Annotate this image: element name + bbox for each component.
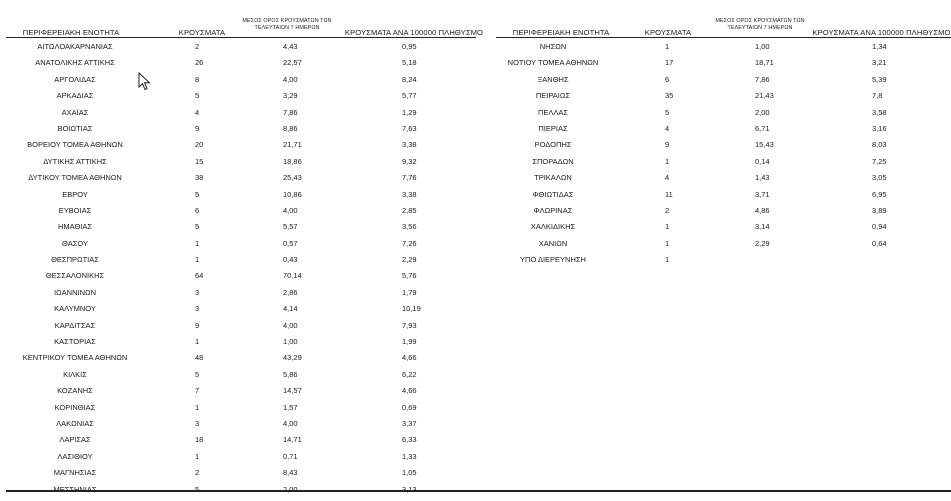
cases-cell: 2 [665, 205, 670, 215]
region-cell: ΗΜΑΘΙΑΣ [57, 222, 93, 232]
region-cell: ΠΕΙΡΑΙΩΣ [535, 91, 571, 101]
per100k-cell: 8,24 [402, 74, 417, 84]
region-cell: ΧΑΝΙΩΝ [538, 238, 568, 248]
avg-cell: 21,43 [755, 91, 774, 101]
avg-cell: 18,71 [755, 58, 774, 68]
per100k-cell: 7,76 [402, 173, 417, 183]
cases-cell: 1 [665, 42, 670, 51]
per100k-cell: 8,03 [872, 140, 887, 150]
per100k-cell: 0,69 [402, 402, 417, 412]
left-avg-column [283, 42, 323, 501]
header-avg-line2: ΤΕΛΕΥΤΑΙΩΝ 7 ΗΜΕΡΩΝ [727, 25, 793, 31]
region-cell: ΠΙΕΡΙΑΣ [538, 123, 568, 133]
region-cell: ΕΒΡΟΥ [62, 189, 88, 199]
per100k-cell: 3,37 [402, 418, 417, 428]
left-per100k-column [402, 42, 442, 501]
cases-cell: 1 [665, 238, 670, 248]
region-cell: ΞΑΝΘΗΣ [537, 74, 569, 84]
region-cell: ΚΟΖΑΝΗΣ [57, 386, 93, 396]
region-cell: ΝΗΣΩΝ [539, 42, 567, 51]
cases-cell: 9 [195, 320, 200, 330]
header-per100k-right: ΚΡΟΥΣΜΑΤΑ ΑΝΑ 100000 ΠΛΗΘΥΣΜΟ [812, 28, 951, 37]
per100k-cell: 1,33 [402, 451, 417, 461]
cases-cell: 8 [195, 74, 200, 84]
header-region-right: ΠΕΡΙΦΕΡΕΙΑΚΗ ΕΝΟΤΗΤΑ [512, 28, 610, 37]
region-cell: ΕΥΒΟΙΑΣ [58, 205, 92, 215]
per100k-cell: 2,85 [402, 205, 417, 215]
per100k-cell: 7,63 [402, 123, 417, 133]
cases-cell: 64 [195, 271, 204, 281]
region-cell: ΔΥΤΙΚΗΣ ΑΤΤΙΚΗΣ [43, 156, 107, 166]
avg-cell: 14,57 [283, 386, 302, 396]
cases-cell: 6 [665, 74, 670, 84]
region-cell: ΧΑΛΚΙΔΙΚΗΣ [530, 222, 576, 232]
per100k-cell: 4,66 [402, 353, 417, 363]
region-cell: ΑΡΚΑΔΙΑΣ [56, 91, 94, 101]
region-cell: ΚΑΡΔΙΤΣΑΣ [54, 320, 96, 330]
per100k-cell: 5,76 [402, 271, 417, 281]
cases-cell: 18 [195, 435, 204, 445]
header-rule-left [6, 37, 476, 38]
avg-cell: 2,86 [283, 287, 298, 297]
avg-cell: 3,71 [755, 189, 770, 199]
cases-cell: 1 [665, 255, 670, 265]
bottom-rule [6, 490, 951, 492]
header-per100k-left: ΚΡΟΥΣΜΑΤΑ ΑΝΑ 100000 ΠΛΗΘΥΣΜΟ [344, 28, 484, 37]
avg-cell: 70,14 [283, 271, 302, 281]
avg-cell: 1,00 [283, 337, 298, 347]
region-cell: ΚΕΝΤΡΙΚΟΥ ΤΟΜΕΑ ΑΘΗΝΩΝ [22, 353, 128, 363]
avg-cell: 7,86 [283, 107, 298, 117]
per100k-cell: 3,56 [402, 222, 417, 232]
cases-cell: 5 [195, 91, 200, 101]
header-avg-line1: ΜΕΣΟΣ ΟΡΟΣ ΚΡΟΥΣΜΑΤΩΝ ΤΩΝ [242, 18, 332, 24]
left-cases-column [195, 42, 225, 501]
cases-cell: 1 [195, 337, 200, 347]
avg-cell: 0,14 [755, 156, 770, 166]
header-rule-right [496, 37, 951, 38]
region-cell: ΚΑΛΥΜΝΟΥ [54, 304, 96, 314]
region-cell: ΦΛΩΡΙΝΑΣ [533, 205, 573, 215]
region-cell: ΚΙΛΚΙΣ [63, 369, 87, 379]
per100k-cell: 6,33 [402, 435, 417, 445]
cases-cell: 35 [665, 91, 674, 101]
per100k-cell: 3,38 [402, 140, 417, 150]
region-cell: ΡΟΔΟΠΗΣ [534, 140, 572, 150]
per100k-cell: 9,32 [402, 156, 417, 166]
per100k-cell: 6,22 [402, 369, 417, 379]
cases-cell: 1 [195, 451, 200, 461]
header-avg-right [704, 18, 816, 32]
cases-cell: 48 [195, 353, 204, 363]
avg-cell: 8,43 [283, 468, 298, 478]
avg-cell: 2,00 [755, 107, 770, 117]
header-cases-right: ΚΡΟΥΣΜΑΤΑ [644, 28, 692, 37]
region-cell: ΘΕΣΠΡΩΤΙΑΣ [51, 255, 99, 265]
per100k-cell: 3,21 [872, 58, 887, 68]
avg-cell: 0,57 [283, 238, 298, 248]
avg-cell [755, 255, 795, 271]
cases-cell: 5 [195, 189, 200, 199]
right-per100k-column [872, 42, 912, 271]
per100k-cell [872, 255, 912, 271]
avg-cell: 8,86 [283, 123, 298, 133]
per100k-cell [402, 485, 442, 501]
avg-cell: 4,00 [283, 320, 298, 330]
per100k-cell: 3,38 [402, 189, 417, 199]
cases-cell: 4 [665, 173, 670, 183]
cases-cell: 7 [195, 386, 200, 396]
per100k-cell: 7,26 [402, 238, 417, 248]
cases-cell: 9 [665, 140, 670, 150]
cases-cell: 9 [195, 123, 200, 133]
cases-cell: 3 [195, 418, 200, 428]
per100k-cell: 3,58 [872, 107, 887, 117]
avg-cell: 10,86 [283, 189, 302, 199]
avg-cell: 21,71 [283, 140, 302, 150]
avg-cell: 0,71 [283, 451, 298, 461]
per100k-cell: 3,05 [872, 173, 887, 183]
cases-cell: 2 [195, 42, 200, 51]
avg-cell: 2,29 [755, 238, 770, 248]
per100k-cell: 5,39 [872, 74, 887, 84]
per100k-cell: 7,93 [402, 320, 417, 330]
avg-cell: 5,57 [283, 222, 298, 232]
cases-cell: 1 [665, 156, 670, 166]
cases-cell: 1 [665, 222, 670, 232]
avg-cell: 4,14 [283, 304, 298, 314]
region-cell: ΘΕΣΣΑΛΟΝΙΚΗΣ [45, 271, 105, 281]
avg-cell: 25,43 [283, 173, 302, 183]
cases-cell: 15 [195, 156, 204, 166]
per100k-cell: 7,8 [872, 91, 883, 101]
cases-cell [195, 485, 225, 501]
region-cell: ΦΘΙΩΤΙΔΑΣ [532, 189, 574, 199]
per100k-cell: 5,18 [402, 58, 417, 68]
mouse-pointer-icon [138, 72, 152, 92]
cases-cell: 1 [195, 238, 200, 248]
cases-cell: 38 [195, 173, 204, 183]
right-region-column [498, 42, 608, 271]
region-cell: ΔΥΤΙΚΟΥ ΤΟΜΕΑ ΑΘΗΝΩΝ [28, 173, 122, 183]
per100k-cell: 0,64 [872, 238, 887, 248]
avg-cell: 18,86 [283, 156, 302, 166]
cases-cell: 5 [195, 369, 200, 379]
cases-cell: 26 [195, 58, 204, 68]
avg-cell: 7,86 [755, 74, 770, 84]
avg-cell: 43,29 [283, 353, 302, 363]
per100k-cell: 2,29 [402, 255, 417, 265]
avg-cell: 3,29 [283, 91, 298, 101]
per100k-cell: 7,25 [872, 156, 887, 166]
cases-cell: 3 [195, 304, 200, 314]
region-cell: ΑΧΑΪΑΣ [61, 107, 89, 117]
avg-cell: 6,71 [755, 123, 770, 133]
avg-cell: 1,57 [283, 402, 298, 412]
per100k-cell: 6,95 [872, 189, 887, 199]
avg-cell: 3,14 [755, 222, 770, 232]
region-cell: ΚΑΣΤΟΡΙΑΣ [54, 337, 96, 347]
region-cell [20, 485, 130, 501]
per100k-cell: 0,95 [402, 42, 417, 51]
avg-cell: 4,00 [283, 74, 298, 84]
region-cell: ΚΟΡΙΝΘΙΑΣ [54, 402, 96, 412]
avg-cell: 4,43 [283, 42, 298, 51]
avg-cell: 0,43 [283, 255, 298, 265]
avg-cell [283, 485, 323, 501]
cases-cell: 6 [195, 205, 200, 215]
region-cell: ΝΟΤΙΟΥ ΤΟΜΕΑ ΑΘΗΝΩΝ [507, 58, 599, 68]
per100k-cell: 5,77 [402, 91, 417, 101]
per100k-cell: 10,19 [402, 304, 421, 314]
region-cell: ΛΑΣΙΘΙΟΥ [57, 451, 93, 461]
avg-cell: 1,00 [755, 42, 770, 51]
per100k-cell: 1,99 [402, 337, 417, 347]
cases-cell: 1 [195, 402, 200, 412]
region-cell: ΒΟΙΩΤΙΑΣ [57, 123, 93, 133]
header-region-left: ΠΕΡΙΦΕΡΕΙΑΚΗ ΕΝΟΤΗΤΑ [22, 28, 120, 37]
avg-cell: 22,57 [283, 58, 302, 68]
per100k-cell: 1,34 [872, 42, 887, 51]
region-cell: ΛΑΚΩΝΙΑΣ [56, 418, 94, 428]
left-region-column [20, 42, 130, 501]
region-cell: ΘΑΣΟΥ [62, 238, 88, 248]
avg-cell: 4,00 [283, 418, 298, 428]
region-cell: ΑΙΤΩΛΟΑΚΑΡΝΑΝΙΑΣ [37, 42, 113, 51]
right-cases-column [665, 42, 695, 271]
avg-cell: 14,71 [283, 435, 302, 445]
region-cell: ΠΕΛΛΑΣ [537, 107, 569, 117]
per100k-cell: 0,94 [872, 222, 887, 232]
cases-cell: 1 [195, 255, 200, 265]
avg-cell: 15,43 [755, 140, 774, 150]
region-cell: ΤΡΙΚΑΛΩΝ [534, 173, 572, 183]
region-cell: ΥΠΟ ΔΙΕΡΕΥΝΗΣΗ [520, 255, 586, 265]
avg-cell: 1,43 [755, 173, 770, 183]
region-cell: ΛΑΡΙΣΑΣ [59, 435, 91, 445]
region-cell: ΙΩΑΝΝΙΝΩΝ [53, 287, 97, 297]
cases-cell: 4 [665, 123, 670, 133]
cases-cell: 11 [665, 189, 673, 199]
cases-cell: 17 [665, 58, 674, 68]
region-cell: ΜΑΓΝΗΣΙΑΣ [53, 468, 97, 478]
cases-cell: 2 [195, 468, 200, 478]
cases-cell: 3 [195, 287, 200, 297]
header-cases-left: ΚΡΟΥΣΜΑΤΑ [178, 28, 226, 37]
region-cell: ΑΡΓΟΛΙΔΑΣ [54, 74, 96, 84]
per100k-cell: 4,66 [402, 386, 417, 396]
per100k-cell: 1,05 [402, 468, 417, 478]
per100k-cell: 1,29 [402, 107, 417, 117]
region-cell: ΒΟΡΕΙΟΥ ΤΟΜΕΑ ΑΘΗΝΩΝ [27, 140, 123, 150]
cases-cell: 20 [195, 140, 204, 150]
avg-cell: 4,00 [283, 205, 298, 215]
region-cell: ΑΝΑΤΟΛΙΚΗΣ ΑΤΤΙΚΗΣ [35, 58, 115, 68]
avg-cell: 5,86 [283, 369, 298, 379]
header-avg-line1: ΜΕΣΟΣ ΟΡΟΣ ΚΡΟΥΣΜΑΤΩΝ ΤΩΝ [715, 18, 805, 24]
avg-cell: 4,86 [755, 205, 770, 215]
per100k-cell: 3,89 [872, 205, 887, 215]
cases-cell: 5 [665, 107, 670, 117]
per100k-cell: 1,79 [402, 287, 417, 297]
cases-cell: 4 [195, 107, 200, 117]
per100k-cell: 3,16 [872, 123, 887, 133]
header-avg-line2: ΤΕΛΕΥΤΑΙΩΝ 7 ΗΜΕΡΩΝ [254, 25, 320, 31]
right-avg-column [755, 42, 795, 271]
header-avg-left [232, 18, 342, 32]
region-cell: ΣΠΟΡΑΔΩΝ [532, 156, 574, 166]
cases-cell: 5 [195, 222, 200, 232]
